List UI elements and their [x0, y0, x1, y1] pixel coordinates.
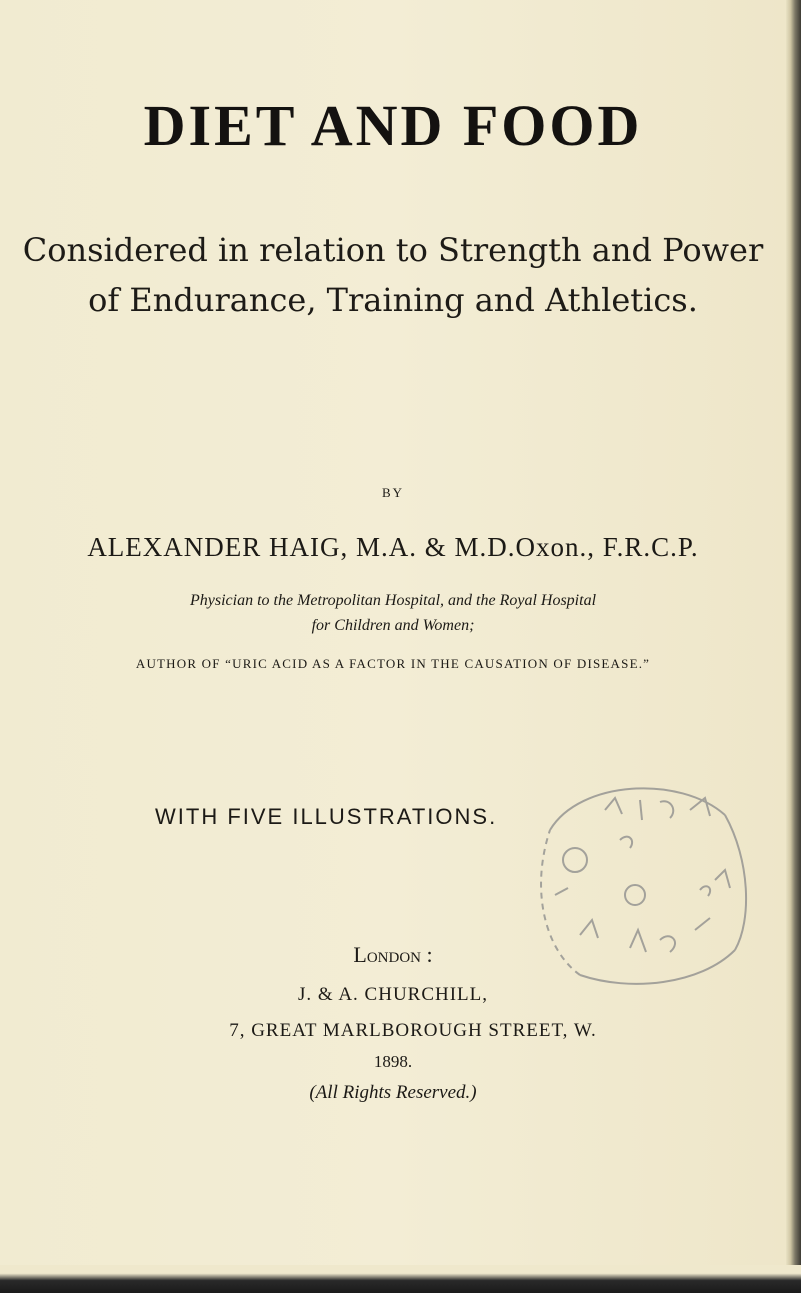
- author-of-note: AUTHOR OF “URIC ACID AS A FACTOR IN THE CAUSATION OF DISEASE.”: [135, 656, 651, 671]
- subtitle-line-2: of Endurance, Training and Athletics.: [88, 281, 698, 319]
- publisher-address: 7, GREAT MARLBOROUGH STREET, W.: [229, 1020, 597, 1041]
- page-bottom-edge: [0, 1265, 801, 1293]
- by-label: BY: [381, 485, 405, 500]
- author-name: ALEXANDER HAIG, M.A. & M.D.Oxon., F.R.C.P.: [87, 532, 699, 562]
- publisher-place: London :: [353, 942, 433, 967]
- publication-year: 1898.: [373, 1052, 413, 1071]
- affiliation-line-1: Physician to the Metropolitan Hospital, and the Royal Hospital: [189, 592, 597, 609]
- subtitle-line-1: Considered in relation to Strength and Power: [22, 231, 764, 269]
- publisher-name: J. & A. CHURCHILL,: [297, 984, 489, 1005]
- illustrations-note: WITH FIVE ILLUSTRATIONS.: [155, 804, 498, 829]
- author-affiliation: [0, 588, 786, 638]
- affiliation-line-2: for Children and Women;: [311, 617, 475, 634]
- book-title: DIET AND FOOD: [143, 93, 643, 158]
- book-subtitle: [0, 225, 786, 325]
- page-edge: [786, 0, 801, 1293]
- rights-notice: (All Rights Reserved.): [309, 1082, 477, 1103]
